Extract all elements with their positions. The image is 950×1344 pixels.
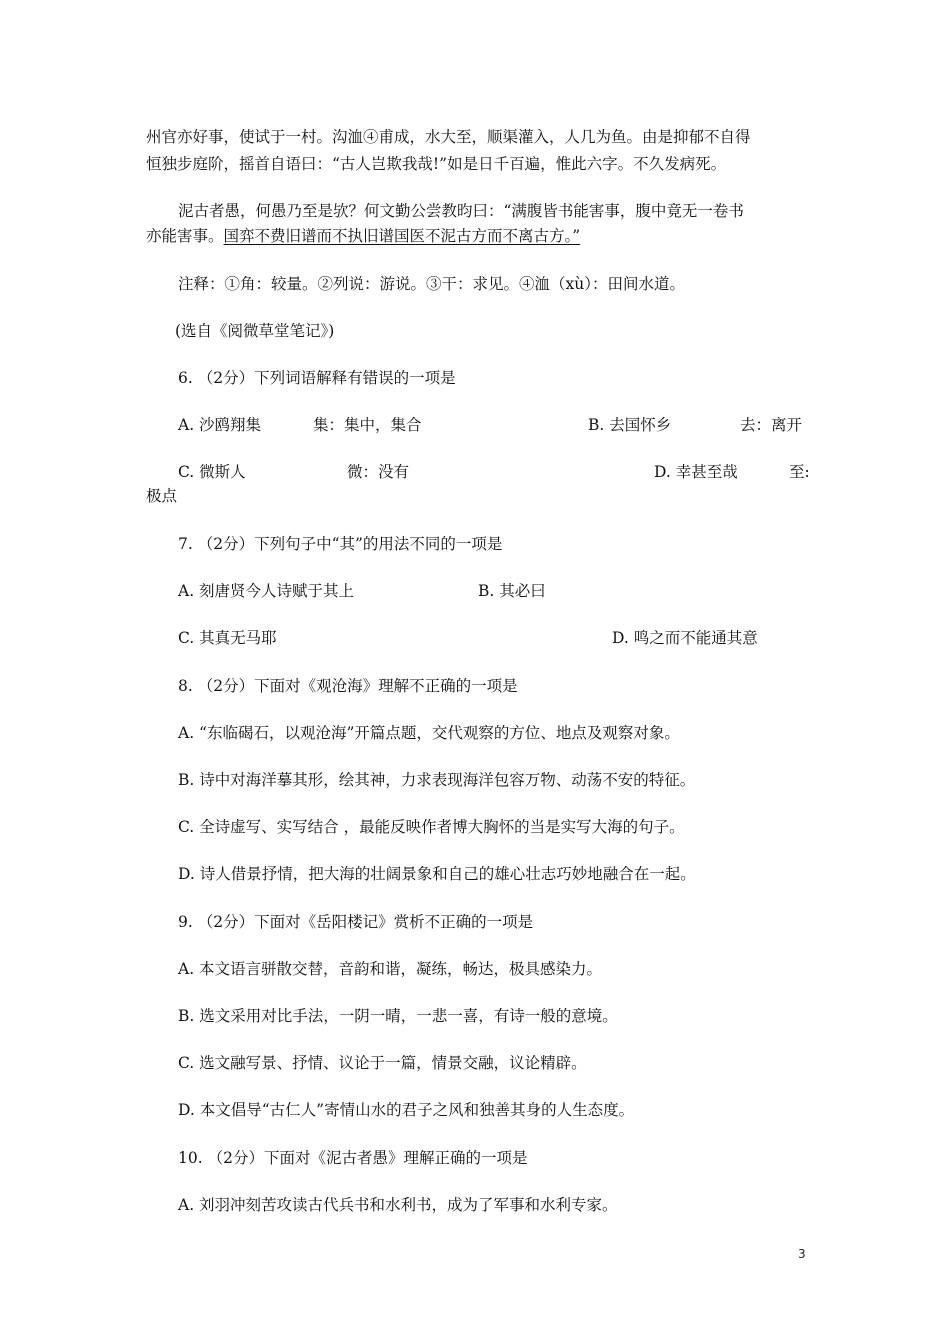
q9-option-d: D. 本文倡导“古仁人”寄情山水的君子之风和独善其身的人生态度。: [178, 1101, 635, 1119]
q8-stem: 8. （2分）下面对《观沧海》理解不正确的一项是: [178, 677, 518, 695]
q6-option-c-gloss: 微：没有: [347, 463, 410, 481]
passage-source: (选自《阅微草堂笔记》): [175, 322, 335, 340]
q9-option-a: A. 本文语言骈散交替，音韵和谐，凝练，畅达，极具感染力。: [178, 960, 603, 978]
page-number: 3: [798, 1247, 806, 1261]
q7-option-d: D. 鸣之而不能通其意: [612, 629, 758, 647]
q6-option-d-gloss-1: 至:: [789, 463, 810, 481]
q9-option-b: B. 选文采用对比手法，一阴一晴，一悲一喜，有诗一般的意境。: [178, 1007, 618, 1025]
passage-line-3: 泥古者愚，何愚乃至是欤？何文勤公尝教昀曰：“满腹皆书能害事，腹中竟无一卷书: [178, 202, 744, 220]
passage-line-2: 恒独步庭阶，摇首自语曰：“古人岂欺我哉!”如是日千百遍，惟此六字。不久发病死。: [146, 155, 727, 173]
q6-option-a-word: A. 沙鸥翔集: [178, 416, 262, 434]
passage-line-4: [146, 226, 580, 246]
q6-option-a-gloss: 集：集中，集合: [313, 416, 422, 434]
q6-option-b-gloss: 去：离开: [740, 416, 803, 434]
underlined-sentence: 国弈不费旧谱而不执旧谱国医不泥古方而不离古方。”: [223, 227, 581, 245]
q10-stem: 10. （2分）下面对《泥古者愚》理解正确的一项是: [178, 1149, 528, 1167]
annotation-notes: 注释：①角：较量。②列说：游说。③干：求见。④洫（xù）：田间水道。: [178, 275, 685, 293]
q10-option-a: A. 刘羽冲刻苦攻读古代兵书和水利书，成为了军事和水利专家。: [178, 1196, 618, 1214]
q9-stem: 9. （2分）下面对《岳阳楼记》赏析不正确的一项是: [178, 913, 534, 931]
q9-option-c: C. 选文融写景、抒情、议论于一篇，情景交融，议论精辟。: [178, 1054, 587, 1072]
q8-option-d: D. 诗人借景抒情，把大海的壮阔景象和自己的雄心壮志巧妙地融合在一起。: [178, 865, 696, 883]
q6-option-c-word: C. 微斯人: [178, 463, 246, 481]
q8-option-c: C. 全诗虚写、实写结合 ，最能反映作者博大胸怀的当是实写大海的句子。: [178, 818, 685, 836]
q7-option-a: A. 刻唐贤今人诗赋于其上: [178, 582, 355, 600]
q6-option-d-gloss-2: 极点: [146, 487, 178, 505]
q6-option-b-word: B. 去国怀乡: [588, 416, 672, 434]
q8-option-a: A. “东临碣石，以观沧海”开篇点题，交代观察的方位、地点及观察对象。: [178, 724, 680, 742]
passage-line-4-plain: 亦能害事。: [146, 227, 224, 245]
q7-option-c: C. 其真无马耶: [178, 629, 277, 647]
q6-stem: 6. （2分）下列词语解释有错误的一项是: [178, 369, 456, 387]
q7-stem: 7. （2分）下列句子中“其”的用法不同的一项是: [178, 535, 503, 553]
q7-option-b: B. 其必曰: [478, 582, 546, 600]
q8-option-b: B. 诗中对海洋摹其形，绘其神，力求表现海洋包容万物、动荡不安的特征。: [178, 771, 696, 789]
q6-option-d-word: D. 幸甚至哉: [654, 463, 738, 481]
passage-line-1: 州官亦好事，使试于一村。沟洫④甫成，水大至，顺渠灌入，人几为鱼。由是抑郁不自得: [146, 128, 751, 146]
